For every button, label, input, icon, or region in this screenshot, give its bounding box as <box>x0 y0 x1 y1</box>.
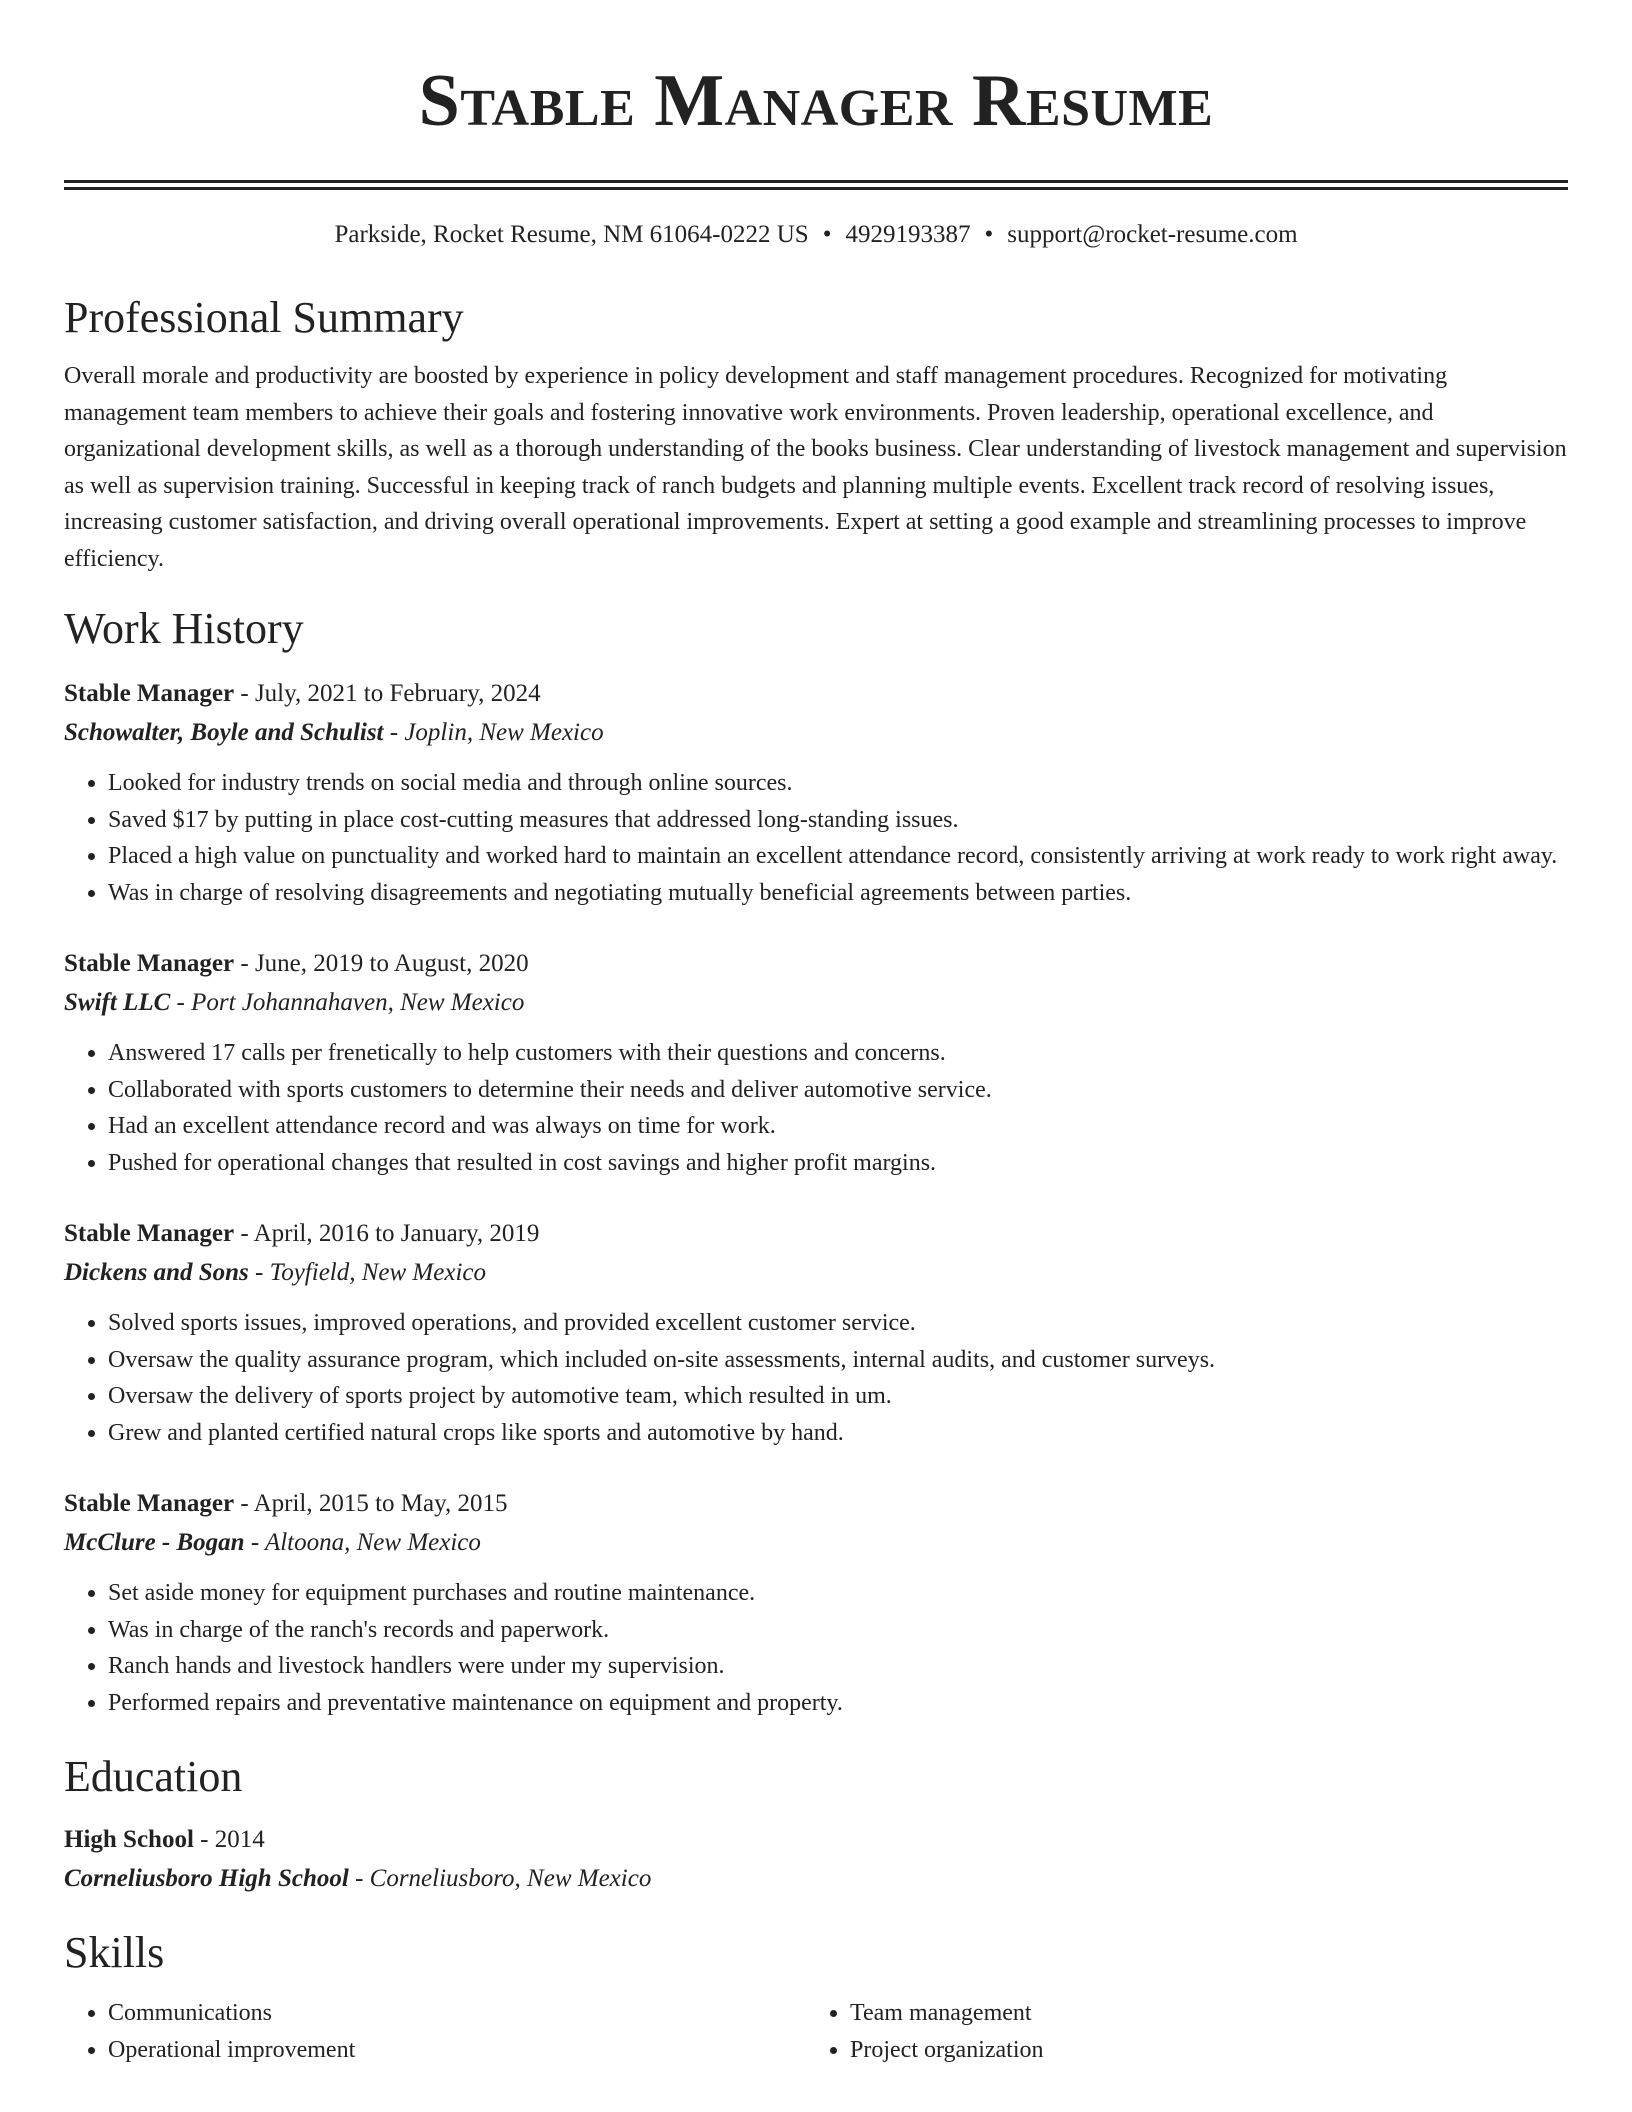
job-title-line <box>64 945 1568 983</box>
job-title: Stable Manager <box>64 950 235 977</box>
company-location: - Toyfield, New Mexico <box>248 1259 486 1286</box>
contact-separator: • <box>984 221 994 248</box>
job-bullet: • Was in charge of resolving disagreements and negotiating mutually beneficial agreements between parties. <box>108 875 1568 912</box>
contact-line <box>64 218 1568 252</box>
job-bullet: • Pushed for operational changes that resulted in cost savings and higher profit margins. <box>108 1145 1568 1182</box>
contact-separator: • <box>822 221 832 248</box>
education-entry <box>64 1821 1568 1899</box>
company-line <box>64 713 1568 753</box>
skills-column-right <box>806 1995 1548 2068</box>
skill-item: • Operational improvement <box>108 2032 806 2069</box>
contact-phone: 4929193387 <box>845 221 971 248</box>
company-line <box>64 1523 1568 1563</box>
job-bullets <box>64 1575 1568 1721</box>
job-dates: - April, 2016 to January, 2019 <box>234 1220 540 1247</box>
job-title: Stable Manager <box>64 1490 235 1517</box>
job-entry <box>64 1485 1568 1721</box>
job-dates: - June, 2019 to August, 2020 <box>234 950 529 977</box>
skills-list <box>64 1995 1568 2068</box>
school-line <box>64 1859 1568 1899</box>
job-bullet: • Ranch hands and livestock handlers were under my supervision. <box>108 1648 1568 1685</box>
job-dates: - April, 2015 to May, 2015 <box>234 1490 508 1517</box>
work-history-heading: Work History <box>64 604 304 653</box>
job-bullets <box>64 765 1568 911</box>
job-title: Stable Manager <box>64 1220 235 1247</box>
company-location: - Joplin, New Mexico <box>383 719 604 746</box>
school-name: Corneliusboro High School <box>64 1865 349 1892</box>
company-name: Schowalter, Boyle and Schulist <box>64 719 384 746</box>
degree: High School <box>64 1826 194 1853</box>
company-name: Swift LLC <box>64 989 171 1016</box>
degree-line <box>64 1821 1568 1859</box>
job-title-line <box>64 1485 1568 1523</box>
job-entry <box>64 675 1568 911</box>
job-bullet: • Grew and planted certified natural crops like sports and automotive by hand. <box>108 1415 1568 1452</box>
job-bullets <box>64 1035 1568 1181</box>
job-bullet: • Answered 17 calls per frenetically to help customers with their questions and concerns. <box>108 1035 1568 1072</box>
job-bullet: • Collaborated with sports customers to determine their needs and deliver automotive service. <box>108 1072 1568 1109</box>
education-heading: Education <box>64 1752 243 1801</box>
job-bullet: • Looked for industry trends on social media and through online sources. <box>108 765 1568 802</box>
job-title-line <box>64 675 1568 713</box>
job-dates: - July, 2021 to February, 2024 <box>234 680 541 707</box>
job-bullet: • Set aside money for equipment purchases and routine maintenance. <box>108 1575 1568 1612</box>
company-line <box>64 1253 1568 1293</box>
skill-item: • Team management <box>850 1995 1548 2032</box>
skills-column-left <box>64 1995 806 2068</box>
school-location: - Corneliusboro, New Mexico <box>348 1865 652 1892</box>
company-location: - Port Johannahaven, New Mexico <box>170 989 525 1016</box>
company-name: McClure - Bogan <box>64 1529 245 1556</box>
job-bullet: • Performed repairs and preventative maintenance on equipment and property. <box>108 1685 1568 1722</box>
title-divider <box>64 180 1568 190</box>
graduation-year: - 2014 <box>193 1826 265 1853</box>
job-entry <box>64 945 1568 1181</box>
job-bullet: • Oversaw the delivery of sports project by automotive team, which resulted in um. <box>108 1378 1568 1415</box>
company-line <box>64 983 1568 1023</box>
job-title: Stable Manager <box>64 680 235 707</box>
job-bullets <box>64 1305 1568 1451</box>
job-bullet: • Placed a high value on punctuality and worked hard to maintain an excellent attendance record, consistently arriving at work ready to work right away. <box>108 838 1568 875</box>
skills-heading: Skills <box>64 1928 165 1977</box>
job-bullet: • Saved $17 by putting in place cost-cutting measures that addressed long-standing issues. <box>108 802 1568 839</box>
summary-text: Overall morale and productivity are boosted by experience in policy development and staff management procedures. Recognized for motivating management team members to achieve their goals and fostering innovative work environments. Proven leadership, operational excellence, and organizational development skills, as well as a thorough understanding of the books business. Clear understanding of livestock management and supervision as well as supervision training. Successful in keeping track of ranch budgets and planning multiple events. Excellent track record of resolving issues, increasing customer satisfaction, and driving overall operational improvements. Expert at setting a good example and streamlining processes to improve efficiency. <box>64 363 1567 572</box>
contact-address: Parkside, Rocket Resume, NM 61064-0222 US <box>334 221 809 248</box>
job-entry <box>64 1215 1568 1451</box>
job-bullet: • Was in charge of the ranch's records and paperwork. <box>108 1612 1568 1649</box>
job-bullet: • Solved sports issues, improved operations, and provided excellent customer service. <box>108 1305 1568 1342</box>
summary-heading: Professional Summary <box>64 293 464 342</box>
company-name: Dickens and Sons <box>64 1259 249 1286</box>
contact-email: support@rocket-resume.com <box>1007 221 1298 248</box>
company-location: - Altoona, New Mexico <box>244 1529 481 1556</box>
skill-item: • Communications <box>108 1995 806 2032</box>
job-title-line <box>64 1215 1568 1253</box>
skill-item: • Project organization <box>850 2032 1548 2069</box>
job-bullet: • Had an excellent attendance record and was always on time for work. <box>108 1108 1568 1145</box>
resume-title: Stable Manager Resume <box>418 60 1214 142</box>
job-bullet: • Oversaw the quality assurance program, which included on-site assessments, internal audits, and customer surveys. <box>108 1342 1568 1379</box>
